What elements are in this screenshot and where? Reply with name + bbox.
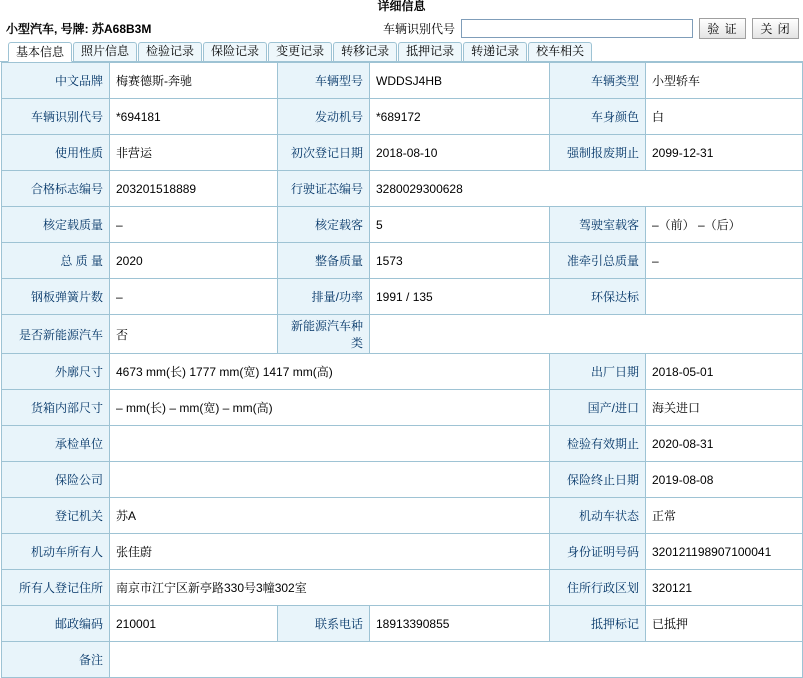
table-row [2,462,803,498]
emission-standard-value [646,279,803,315]
total-mass-label: 总 质 量 [2,243,110,279]
body-color-value: 白 [646,99,803,135]
insurance-end-value: 2019-08-08 [646,462,803,498]
engine-label: 发动机号 [278,99,370,135]
cargo-dimensions-label: 货箱内部尺寸 [2,390,110,426]
table-row [2,606,803,642]
vehicle-status-label: 机动车状态 [550,498,646,534]
certificate-no-value: 203201518889 [110,171,278,207]
vin-label: 车辆识别代号 [2,99,110,135]
total-mass-value: 2020 [110,243,278,279]
vin-search-label: 车辆识别代号 [382,22,455,36]
address-value: 南京市江宁区新亭路330号3幢302室 [110,570,550,606]
registration-authority-value: 苏A [110,498,550,534]
seats-label: 核定载客 [278,207,370,243]
vin-search-input[interactable] [461,19,693,38]
table-row [2,426,803,462]
load-mass-value: – [110,207,278,243]
emission-standard-label: 环保达标 [550,279,646,315]
vehicle-type-value: 小型轿车 [646,63,803,99]
vehicle-status-value: 正常 [646,498,803,534]
insurance-end-label: 保险终止日期 [550,462,646,498]
tab-photo-info[interactable]: 照片信息 [73,42,137,61]
table-row [2,135,803,171]
leaf-spring-label: 钢板弹簧片数 [2,279,110,315]
inspection-unit-label: 承检单位 [2,426,110,462]
table-row [2,279,803,315]
new-energy-type-label: 新能源汽车种类 [278,315,370,354]
vehicle-summary-label: 小型汽车, 号牌: 苏A68B3M [6,22,152,36]
table-row [2,642,803,678]
table-row [2,99,803,135]
close-button[interactable]: 关 闭 [752,18,799,39]
new-energy-label: 是否新能源汽车 [2,315,110,354]
model-value: WDDSJ4HB [370,63,550,99]
table-row [2,207,803,243]
window-title: 详细信息 [377,0,426,13]
address-label: 所有人登记住所 [2,570,110,606]
body-color-label: 车身颜色 [550,99,646,135]
table-row [2,315,803,354]
model-label: 车辆型号 [278,63,370,99]
scrap-deadline-value: 2099-12-31 [646,135,803,171]
tab-delivery-records[interactable]: 转递记录 [463,42,527,61]
cab-seats-value: –（前） –（后） [646,207,803,243]
new-energy-type-value [370,315,803,354]
postcode-label: 邮政编码 [2,606,110,642]
tab-insurance-records[interactable]: 保险记录 [203,42,267,61]
table-row [2,63,803,99]
curb-mass-value: 1573 [370,243,550,279]
insurance-company-label: 保险公司 [2,462,110,498]
table-row [2,534,803,570]
inspection-valid-value: 2020-08-31 [646,426,803,462]
certificate-no-label: 合格标志编号 [2,171,110,207]
cab-seats-label: 驾驶室载客 [550,207,646,243]
table-row [2,243,803,279]
displacement-power-value: 1991 / 135 [370,279,550,315]
tab-school-bus[interactable]: 校车相关 [528,42,592,61]
table-row [2,354,803,390]
district-code-label: 住所行政区划 [550,570,646,606]
remark-label: 备注 [2,642,110,678]
mortgage-mark-label: 抵押标记 [550,606,646,642]
tow-mass-value: – [646,243,803,279]
tab-bar [0,40,803,62]
origin-value: 海关进口 [646,390,803,426]
vin-value: *694181 [110,99,278,135]
exterior-dimensions-value: 4673 mm(长) 1777 mm(宽) 1417 mm(高) [110,354,550,390]
vehicle-type-label: 车辆类型 [550,63,646,99]
scrap-deadline-label: 强制报废期止 [550,135,646,171]
postcode-value: 210001 [110,606,278,642]
brand-value: 梅赛德斯-奔驰 [110,63,278,99]
table-row [2,570,803,606]
tab-basic-info[interactable]: 基本信息 [8,42,72,62]
factory-date-value: 2018-05-01 [646,354,803,390]
tow-mass-label: 准牵引总质量 [550,243,646,279]
new-energy-value: 否 [110,315,278,354]
registration-authority-label: 登记机关 [2,498,110,534]
mortgage-mark-value: 已抵押 [646,606,803,642]
tab-mortgage-records[interactable]: 抵押记录 [398,42,462,61]
first-registration-value: 2018-08-10 [370,135,550,171]
use-nature-label: 使用性质 [2,135,110,171]
license-chip-label: 行驶证芯编号 [278,171,370,207]
owner-label: 机动车所有人 [2,534,110,570]
tab-transfer-records[interactable]: 转移记录 [333,42,397,61]
table-row [2,498,803,534]
verify-button[interactable]: 验 证 [699,18,746,39]
search-toolbar [0,14,803,40]
first-registration-label: 初次登记日期 [278,135,370,171]
phone-label: 联系电话 [278,606,370,642]
use-nature-value: 非营运 [110,135,278,171]
tab-inspection-records[interactable]: 检验记录 [138,42,202,61]
seats-value: 5 [370,207,550,243]
inspection-unit-value [110,426,550,462]
cargo-dimensions-value: – mm(长) – mm(宽) – mm(高) [110,390,550,426]
leaf-spring-value: – [110,279,278,315]
insurance-company-value [110,462,550,498]
id-number-value: 320121198907100041 [646,534,803,570]
tab-change-records[interactable]: 变更记录 [268,42,332,61]
table-row [2,171,803,207]
curb-mass-label: 整备质量 [278,243,370,279]
load-mass-label: 核定载质量 [2,207,110,243]
district-code-value: 320121 [646,570,803,606]
inspection-valid-label: 检验有效期止 [550,426,646,462]
vehicle-detail-table [1,62,803,678]
id-number-label: 身份证明号码 [550,534,646,570]
exterior-dimensions-label: 外廓尺寸 [2,354,110,390]
engine-value: *689172 [370,99,550,135]
brand-label: 中文品牌 [2,63,110,99]
phone-value: 18913390855 [370,606,550,642]
table-row [2,390,803,426]
license-chip-value: 3280029300628 [370,171,803,207]
remark-value [110,642,803,678]
owner-value: 张佳蔚 [110,534,550,570]
origin-label: 国产/进口 [550,390,646,426]
displacement-power-label: 排量/功率 [278,279,370,315]
factory-date-label: 出厂日期 [550,354,646,390]
